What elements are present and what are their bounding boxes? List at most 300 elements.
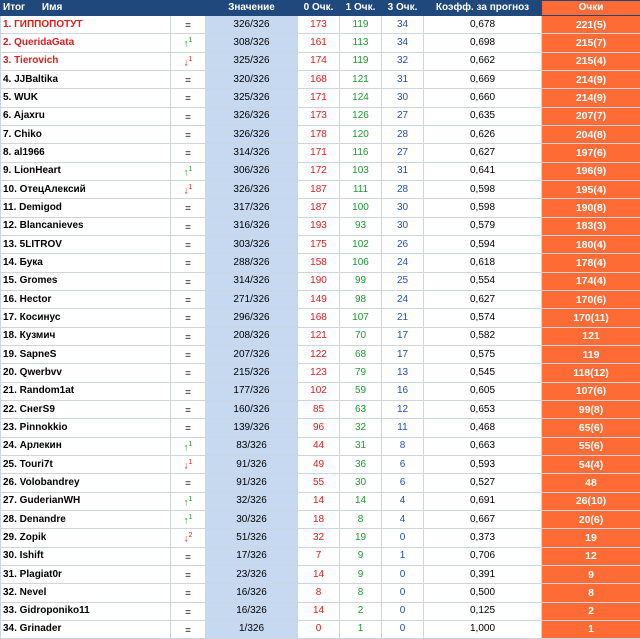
- coef-cell: 0,678: [424, 16, 542, 34]
- coef-cell: 0,627: [424, 144, 542, 162]
- rank-change: [171, 70, 206, 88]
- rank-change-delta: 1: [189, 166, 193, 173]
- zero-points-cell: 96: [298, 419, 340, 437]
- three-points-cell: 6: [382, 474, 424, 492]
- three-points-cell: 6: [382, 455, 424, 473]
- table-row: [1, 364, 640, 382]
- player-name: 17. Косинус: [1, 309, 171, 327]
- player-name: 3. Tierovich: [1, 52, 171, 70]
- one-point-cell: 2: [340, 602, 382, 620]
- coef-cell: 0,660: [424, 89, 542, 107]
- three-points-cell: 4: [382, 510, 424, 528]
- rank-change-arrow: =: [185, 369, 191, 380]
- rank-change-arrow: =: [185, 222, 191, 233]
- points-cell: 9: [542, 565, 640, 583]
- three-points-cell: 34: [382, 34, 424, 52]
- three-points-cell: 12: [382, 400, 424, 418]
- three-points-cell: 0: [382, 602, 424, 620]
- table-row: [1, 419, 640, 437]
- one-point-cell: 100: [340, 199, 382, 217]
- table-row: [1, 602, 640, 620]
- table-row: [1, 272, 640, 290]
- header-move: [171, 1, 206, 16]
- one-point-cell: 103: [340, 162, 382, 180]
- points-cell: 214(9): [542, 70, 640, 88]
- coef-cell: 0,653: [424, 400, 542, 418]
- rank-change-arrow: =: [185, 20, 191, 31]
- player-name: 21. Random1at: [1, 382, 171, 400]
- points-cell: 121: [542, 327, 640, 345]
- rank-change-delta: 1: [189, 496, 193, 503]
- value-cell: 316/326: [206, 217, 298, 235]
- coef-cell: 0,500: [424, 584, 542, 602]
- rank-change-delta: 1: [189, 514, 193, 521]
- zero-points-cell: 0: [298, 620, 340, 638]
- one-point-cell: 9: [340, 547, 382, 565]
- zero-points-cell: 123: [298, 364, 340, 382]
- one-point-cell: 119: [340, 16, 382, 34]
- rank-change-arrow: =: [185, 552, 191, 563]
- rank-change: [171, 437, 206, 455]
- player-name: 19. SapneS: [1, 345, 171, 363]
- zero-points-cell: 171: [298, 144, 340, 162]
- points-cell: 197(6): [542, 144, 640, 162]
- zero-points-cell: 168: [298, 70, 340, 88]
- zero-points-cell: 173: [298, 16, 340, 34]
- player-name: 16. Hector: [1, 290, 171, 308]
- one-point-cell: 126: [340, 107, 382, 125]
- rank-change: [171, 254, 206, 272]
- points-cell: 174(4): [542, 272, 640, 290]
- table-row: [1, 235, 640, 253]
- value-cell: 83/326: [206, 437, 298, 455]
- one-point-cell: 124: [340, 89, 382, 107]
- rank-change-arrow: =: [185, 625, 191, 636]
- player-name: 7. Chiko: [1, 125, 171, 143]
- points-cell: 215(7): [542, 34, 640, 52]
- points-cell: 8: [542, 584, 640, 602]
- rank-change-delta: 1: [189, 37, 193, 44]
- coef-cell: 0,575: [424, 345, 542, 363]
- table-row: [1, 529, 640, 547]
- coef-cell: 0,706: [424, 547, 542, 565]
- three-points-cell: 24: [382, 290, 424, 308]
- three-points-cell: 8: [382, 437, 424, 455]
- table-row: [1, 107, 640, 125]
- points-cell: 183(3): [542, 217, 640, 235]
- rank-change-delta: 1: [189, 459, 193, 466]
- zero-points-cell: 187: [298, 199, 340, 217]
- one-point-cell: 116: [340, 144, 382, 162]
- coef-cell: 0,391: [424, 565, 542, 583]
- three-points-cell: 0: [382, 620, 424, 638]
- coef-cell: 0,635: [424, 107, 542, 125]
- three-points-cell: 1: [382, 547, 424, 565]
- table-row: [1, 290, 640, 308]
- player-name: 22. CнeгS9: [1, 400, 171, 418]
- rank-change-arrow: ↓: [184, 57, 189, 68]
- zero-points-cell: 32: [298, 529, 340, 547]
- rank-change: [171, 199, 206, 217]
- three-points-cell: 28: [382, 125, 424, 143]
- player-name: 31. Plagiat0r: [1, 565, 171, 583]
- rank-change-delta: 1: [189, 184, 193, 191]
- standings-body: [1, 16, 640, 639]
- zero-points-cell: 168: [298, 309, 340, 327]
- points-cell: 54(4): [542, 455, 640, 473]
- rank-change-arrow: =: [185, 277, 191, 288]
- table-row: [1, 437, 640, 455]
- zero-points-cell: 8: [298, 584, 340, 602]
- zero-points-cell: 18: [298, 510, 340, 528]
- value-cell: 30/326: [206, 510, 298, 528]
- one-point-cell: 8: [340, 510, 382, 528]
- three-points-cell: 34: [382, 16, 424, 34]
- value-cell: 215/326: [206, 364, 298, 382]
- rank-change: [171, 272, 206, 290]
- rank-change-delta: 1: [189, 56, 193, 63]
- one-point-cell: 99: [340, 272, 382, 290]
- player-name: 2. QueridaGata: [1, 34, 171, 52]
- rank-change-delta: 2: [189, 532, 193, 539]
- rank-change: [171, 510, 206, 528]
- value-cell: 16/326: [206, 584, 298, 602]
- zero-points-cell: 121: [298, 327, 340, 345]
- points-cell: 12: [542, 547, 640, 565]
- three-points-cell: 0: [382, 529, 424, 547]
- header-total-name: [1, 1, 171, 16]
- points-cell: 20(6): [542, 510, 640, 528]
- rank-change-arrow: =: [185, 259, 191, 270]
- three-points-cell: 4: [382, 492, 424, 510]
- one-point-cell: 68: [340, 345, 382, 363]
- value-cell: 326/326: [206, 180, 298, 198]
- player-name: 5. WUK: [1, 89, 171, 107]
- table-row: [1, 16, 640, 34]
- zero-points-cell: 190: [298, 272, 340, 290]
- three-points-cell: 30: [382, 217, 424, 235]
- player-name: 8. al1966: [1, 144, 171, 162]
- value-cell: 303/326: [206, 235, 298, 253]
- three-points-cell: 31: [382, 70, 424, 88]
- value-cell: 326/326: [206, 125, 298, 143]
- one-point-cell: 59: [340, 382, 382, 400]
- coef-cell: 0,618: [424, 254, 542, 272]
- rank-change-arrow: =: [185, 112, 191, 123]
- rank-change: [171, 290, 206, 308]
- header-value: Значение: [206, 1, 298, 16]
- rank-change: [171, 180, 206, 198]
- zero-points-cell: 102: [298, 382, 340, 400]
- coef-cell: 0,545: [424, 364, 542, 382]
- rank-change-arrow: =: [185, 350, 191, 361]
- zero-points-cell: 172: [298, 162, 340, 180]
- rank-change-arrow: =: [185, 387, 191, 398]
- one-point-cell: 121: [340, 70, 382, 88]
- coef-cell: 0,698: [424, 34, 542, 52]
- rank-change-arrow: =: [185, 479, 191, 490]
- value-cell: 32/326: [206, 492, 298, 510]
- three-points-cell: 0: [382, 584, 424, 602]
- rank-change: [171, 235, 206, 253]
- player-name: 26. Volobandrey: [1, 474, 171, 492]
- rank-change-arrow: ↓: [184, 460, 189, 471]
- rank-change-delta: 1: [189, 441, 193, 448]
- value-cell: 326/326: [206, 16, 298, 34]
- player-name: 18. Кузмич: [1, 327, 171, 345]
- coef-cell: 0,527: [424, 474, 542, 492]
- points-cell: 119: [542, 345, 640, 363]
- rank-change: [171, 419, 206, 437]
- header-three: 3 Очк.: [382, 1, 424, 16]
- zero-points-cell: 173: [298, 107, 340, 125]
- coef-cell: 0,627: [424, 290, 542, 308]
- rank-change: [171, 217, 206, 235]
- zero-points-cell: 14: [298, 602, 340, 620]
- points-cell: 65(6): [542, 419, 640, 437]
- points-cell: 195(4): [542, 180, 640, 198]
- points-cell: 178(4): [542, 254, 640, 272]
- rank-change-arrow: ↓: [184, 185, 189, 196]
- zero-points-cell: 122: [298, 345, 340, 363]
- value-cell: 317/326: [206, 199, 298, 217]
- rank-change: [171, 345, 206, 363]
- header-one: 1 Очк.: [340, 1, 382, 16]
- zero-points-cell: 7: [298, 547, 340, 565]
- coef-cell: 0,574: [424, 309, 542, 327]
- one-point-cell: 113: [340, 34, 382, 52]
- table-row: [1, 455, 640, 473]
- points-cell: 204(8): [542, 125, 640, 143]
- header-coef: Коэфф. за прогноз: [424, 1, 542, 16]
- coef-cell: 0,605: [424, 382, 542, 400]
- three-points-cell: 30: [382, 199, 424, 217]
- table-row: [1, 492, 640, 510]
- one-point-cell: 111: [340, 180, 382, 198]
- header-zero: 0 Очк.: [298, 1, 340, 16]
- points-cell: 1: [542, 620, 640, 638]
- table-row: [1, 34, 640, 52]
- table-row: [1, 89, 640, 107]
- rank-change-arrow: ↑: [184, 497, 189, 508]
- table-row: [1, 345, 640, 363]
- player-name: 14. Бука: [1, 254, 171, 272]
- table-row: [1, 400, 640, 418]
- table-row: [1, 474, 640, 492]
- value-cell: 16/326: [206, 602, 298, 620]
- rank-change: [171, 455, 206, 473]
- coef-cell: 0,582: [424, 327, 542, 345]
- table-row: [1, 217, 640, 235]
- rank-change: [171, 620, 206, 638]
- rank-change-arrow: ↑: [184, 167, 189, 178]
- one-point-cell: 119: [340, 52, 382, 70]
- three-points-cell: 31: [382, 162, 424, 180]
- points-cell: 180(4): [542, 235, 640, 253]
- coef-cell: 0,125: [424, 602, 542, 620]
- value-cell: 306/326: [206, 162, 298, 180]
- rank-change: [171, 364, 206, 382]
- coef-cell: 0,554: [424, 272, 542, 290]
- player-name: 34. Grinader: [1, 620, 171, 638]
- coef-cell: 0,626: [424, 125, 542, 143]
- rank-change-arrow: =: [185, 240, 191, 251]
- one-point-cell: 120: [340, 125, 382, 143]
- points-cell: 107(6): [542, 382, 640, 400]
- rank-change: [171, 107, 206, 125]
- rank-change-arrow: =: [185, 607, 191, 618]
- table-row: [1, 510, 640, 528]
- rank-change: [171, 474, 206, 492]
- rank-change: [171, 34, 206, 52]
- zero-points-cell: 158: [298, 254, 340, 272]
- points-cell: 190(8): [542, 199, 640, 217]
- one-point-cell: 79: [340, 364, 382, 382]
- zero-points-cell: 85: [298, 400, 340, 418]
- zero-points-cell: 14: [298, 565, 340, 583]
- zero-points-cell: 55: [298, 474, 340, 492]
- three-points-cell: 26: [382, 235, 424, 253]
- table-row: [1, 52, 640, 70]
- three-points-cell: 17: [382, 327, 424, 345]
- player-name: 12. Blancanieves: [1, 217, 171, 235]
- one-point-cell: 1: [340, 620, 382, 638]
- points-cell: 215(4): [542, 52, 640, 70]
- value-cell: 271/326: [206, 290, 298, 308]
- one-point-cell: 8: [340, 584, 382, 602]
- value-cell: 177/326: [206, 382, 298, 400]
- header-total: Итог: [3, 2, 25, 13]
- table-row: [1, 162, 640, 180]
- player-name: 20. Qwerbvv: [1, 364, 171, 382]
- rank-change: [171, 327, 206, 345]
- rank-change-arrow: ↑: [184, 515, 189, 526]
- three-points-cell: 32: [382, 52, 424, 70]
- one-point-cell: 70: [340, 327, 382, 345]
- zero-points-cell: 44: [298, 437, 340, 455]
- one-point-cell: 106: [340, 254, 382, 272]
- value-cell: 320/326: [206, 70, 298, 88]
- table-row: [1, 327, 640, 345]
- player-name: 13. 5LITROV: [1, 235, 171, 253]
- points-cell: 19: [542, 529, 640, 547]
- zero-points-cell: 187: [298, 180, 340, 198]
- table-row: [1, 125, 640, 143]
- coef-cell: 0,669: [424, 70, 542, 88]
- header-name: Имя: [42, 2, 62, 13]
- coef-cell: 0,468: [424, 419, 542, 437]
- value-cell: 314/326: [206, 144, 298, 162]
- value-cell: 308/326: [206, 34, 298, 52]
- rank-change: [171, 162, 206, 180]
- points-cell: 118(12): [542, 364, 640, 382]
- value-cell: 160/326: [206, 400, 298, 418]
- coef-cell: 0,667: [424, 510, 542, 528]
- table-row: [1, 620, 640, 638]
- header-row: [1, 1, 640, 16]
- value-cell: 208/326: [206, 327, 298, 345]
- coef-cell: 0,594: [424, 235, 542, 253]
- coef-cell: 0,663: [424, 437, 542, 455]
- three-points-cell: 13: [382, 364, 424, 382]
- player-name: 24. Арлекин: [1, 437, 171, 455]
- one-point-cell: 102: [340, 235, 382, 253]
- one-point-cell: 31: [340, 437, 382, 455]
- table-row: [1, 180, 640, 198]
- zero-points-cell: 161: [298, 34, 340, 52]
- rank-change: [171, 382, 206, 400]
- zero-points-cell: 193: [298, 217, 340, 235]
- value-cell: 326/326: [206, 107, 298, 125]
- rank-change-arrow: =: [185, 314, 191, 325]
- points-cell: 2: [542, 602, 640, 620]
- value-cell: 325/326: [206, 52, 298, 70]
- table-row: [1, 584, 640, 602]
- table-row: [1, 70, 640, 88]
- one-point-cell: 107: [340, 309, 382, 327]
- player-name: 32. Nevel: [1, 584, 171, 602]
- value-cell: 207/326: [206, 345, 298, 363]
- rank-change-arrow: ↑: [184, 442, 189, 453]
- three-points-cell: 16: [382, 382, 424, 400]
- value-cell: 91/326: [206, 455, 298, 473]
- one-point-cell: 63: [340, 400, 382, 418]
- coef-cell: 0,593: [424, 455, 542, 473]
- player-name: 27. GuderianWH: [1, 492, 171, 510]
- three-points-cell: 30: [382, 89, 424, 107]
- player-name: 28. Denandre: [1, 510, 171, 528]
- value-cell: 91/326: [206, 474, 298, 492]
- table-row: [1, 254, 640, 272]
- one-point-cell: 98: [340, 290, 382, 308]
- value-cell: 288/326: [206, 254, 298, 272]
- rank-change: [171, 547, 206, 565]
- zero-points-cell: 149: [298, 290, 340, 308]
- coef-cell: 0,641: [424, 162, 542, 180]
- value-cell: 314/326: [206, 272, 298, 290]
- points-cell: 170(11): [542, 309, 640, 327]
- table-row: [1, 309, 640, 327]
- points-cell: 170(6): [542, 290, 640, 308]
- three-points-cell: 27: [382, 144, 424, 162]
- rank-change-arrow: =: [185, 589, 191, 600]
- value-cell: 139/326: [206, 419, 298, 437]
- coef-cell: 0,373: [424, 529, 542, 547]
- one-point-cell: 93: [340, 217, 382, 235]
- player-name: 4. JJBaltika: [1, 70, 171, 88]
- one-point-cell: 32: [340, 419, 382, 437]
- rank-change: [171, 400, 206, 418]
- rank-change: [171, 309, 206, 327]
- zero-points-cell: 174: [298, 52, 340, 70]
- points-cell: 48: [542, 474, 640, 492]
- value-cell: 51/326: [206, 529, 298, 547]
- one-point-cell: 19: [340, 529, 382, 547]
- rank-change: [171, 16, 206, 34]
- table-row: [1, 382, 640, 400]
- rank-change-arrow: =: [185, 149, 191, 160]
- player-name: 11. Demigod: [1, 199, 171, 217]
- points-cell: 196(9): [542, 162, 640, 180]
- coef-cell: 0,579: [424, 217, 542, 235]
- rank-change: [171, 529, 206, 547]
- three-points-cell: 24: [382, 254, 424, 272]
- header-points: Очки: [542, 1, 640, 16]
- points-cell: 221(5): [542, 16, 640, 34]
- coef-cell: 0,662: [424, 52, 542, 70]
- player-name: 1. ГИППОПОТУТ: [1, 16, 171, 34]
- rank-change: [171, 125, 206, 143]
